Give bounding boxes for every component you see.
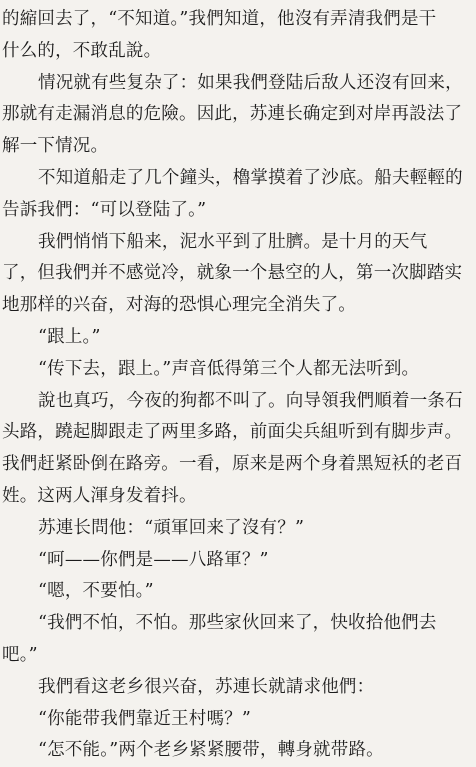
- text-line: 姓。这两人渾身发着抖。: [2, 485, 197, 506]
- text-line: 解一下情况。: [2, 136, 109, 157]
- text-line: 那就有走漏消息的危險。因此，苏連长确定到对岸再設法了: [2, 104, 463, 125]
- text-line: 吧。”: [2, 644, 38, 665]
- text-line: 說也真巧，今夜的狗都不叫了。向导領我們順着一条石: [38, 390, 463, 411]
- text-line: 头路，蹺起脚跟走了两里多路，前面尖兵組听到有脚步声。: [2, 422, 463, 443]
- text-line: 的縮回去了，“不知道。”我們知道，他沒有弄清我們是干: [2, 9, 437, 29]
- text-line: “我們不怕，不怕。那些家伙回来了，快收拾他們去: [38, 613, 437, 634]
- text-line: “跟上。”: [38, 326, 101, 347]
- text-line: “你能带我們靠近王村嗎？”: [38, 708, 251, 729]
- text-line: 我們看这老乡很兴奋，苏連长就請求他們：: [38, 676, 375, 697]
- text-line: 地那样的兴奋，对海的恐惧心理完全消失了。: [2, 295, 356, 316]
- text-line: “呵——你們是——八路軍？”: [38, 549, 269, 570]
- text-line: 情况就有些复杂了：如果我們登陆后敌人还沒有回来，: [38, 72, 463, 93]
- text-line: 告訴我們：“可以登陆了。”: [2, 199, 207, 220]
- text-line: 我們赶紧卧倒在路旁。一看，原来是两个身着黑短袄的老百: [2, 454, 463, 475]
- text-line: 我們悄悄下船来，泥水平到了肚臍。是十月的天气: [38, 231, 428, 252]
- body-text: [2, 4, 472, 767]
- text-line: 苏連长問他：“頑軍回来了沒有？”: [38, 517, 305, 538]
- text-line: “传下去，跟上。”声音低得第三个人都无法听到。: [38, 358, 420, 379]
- text-line: “怎不能。”两个老乡紧紧腰带，轉身就带路。: [38, 740, 384, 761]
- text-line: 了，但我們并不感觉冷，就象一个悬空的人，第一次脚踏实: [2, 263, 463, 284]
- text-line: 什么的，不敢乱說。: [2, 40, 162, 61]
- text-line: 不知道船走了几个鐘头，櫓掌摸着了沙底。船夫輕輕的: [38, 167, 463, 188]
- text-line: “嗯，不要怕。”: [38, 581, 154, 602]
